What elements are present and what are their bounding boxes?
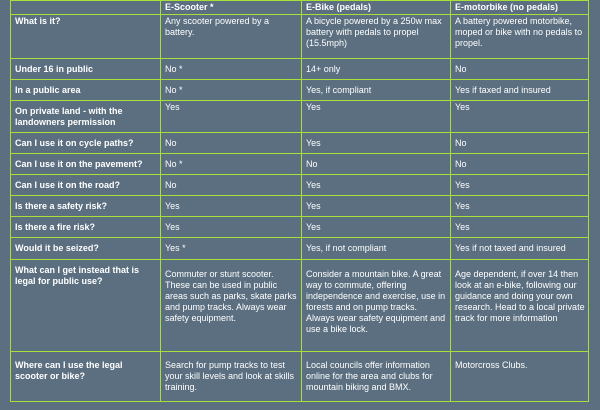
row-ebike: Consider a mountain bike. A great way to commute, offering independence and exercise, use in forests and on pump tracks. Always wear safety equipment and use a bike lock. [302, 260, 451, 352]
table-row [11, 154, 589, 175]
header-escooter: E-Scooter * [161, 1, 302, 15]
row-escooter: Commuter or stunt scooter. These can be used in public areas such as parks, skate parks and pump tracks. Always wear safety equipment. [161, 260, 302, 352]
row-question: Is there a fire risk? [11, 217, 161, 238]
row-ebike: No [302, 154, 451, 175]
row-emotorbike: Yes [451, 217, 589, 238]
row-ebike: Yes [302, 133, 451, 154]
row-emotorbike: Motorcross Clubs. [451, 352, 589, 402]
row-ebike: Yes, if compliant [302, 80, 451, 101]
table-row [11, 101, 589, 133]
header-row [11, 1, 589, 15]
table-row [11, 260, 589, 352]
row-ebike: Yes [302, 217, 451, 238]
row-question: Can I use it on the road? [11, 175, 161, 196]
row-emotorbike: No [451, 133, 589, 154]
row-question: In a public area [11, 80, 161, 101]
row-emotorbike: Yes [451, 175, 589, 196]
row-escooter: No * [161, 80, 302, 101]
row-emotorbike: No [451, 154, 589, 175]
table-row [11, 59, 589, 80]
row-question: Under 16 in public [11, 59, 161, 80]
table-row [11, 238, 589, 260]
row-emotorbike: Yes [451, 196, 589, 217]
row-question: Can I use it on the pavement? [11, 154, 161, 175]
row-question: Would it be seized? [11, 238, 161, 260]
comparison-table [10, 0, 589, 402]
row-ebike: 14+ only [302, 59, 451, 80]
header-empty [11, 1, 161, 15]
row-ebike: Yes, if not compliant [302, 238, 451, 260]
row-escooter: No [161, 175, 302, 196]
row-escooter: No * [161, 59, 302, 80]
row-question: Is there a safety risk? [11, 196, 161, 217]
row-question: Can I use it on cycle paths? [11, 133, 161, 154]
row-escooter: Yes [161, 217, 302, 238]
table-row [11, 133, 589, 154]
row-escooter: Search for pump tracks to test your skill levels and look at skills training. [161, 352, 302, 402]
row-question: What is it? [11, 15, 161, 59]
row-emotorbike: No [451, 59, 589, 80]
row-ebike: Yes [302, 175, 451, 196]
row-question: Where can I use the legal scooter or bike? [11, 352, 161, 402]
header-ebike: E-Bike (pedals) [302, 1, 451, 15]
row-escooter: Yes [161, 196, 302, 217]
table-row [11, 352, 589, 402]
row-ebike: Yes [302, 196, 451, 217]
row-emotorbike: Yes [451, 101, 589, 133]
table-row [11, 217, 589, 238]
table-row [11, 80, 589, 101]
row-emotorbike: Yes if not taxed and insured [451, 238, 589, 260]
row-ebike: A bicycle powered by a 250w max battery with pedals to propel (15.5mph) [302, 15, 451, 59]
row-escooter: Yes [161, 101, 302, 133]
header-emotorbike: E-motorbike (no pedals) [451, 1, 589, 15]
row-escooter: Any scooter powered by a battery. [161, 15, 302, 59]
row-escooter: No * [161, 154, 302, 175]
row-emotorbike: Age dependent, if over 14 then look at an e-bike, following our guidance and doing your own research. Head to a local private track for more information [451, 260, 589, 352]
row-escooter: Yes * [161, 238, 302, 260]
row-question: On private land - with the landowners permission [11, 101, 161, 133]
row-question: What can I get instead that is legal for public use? [11, 260, 161, 352]
row-emotorbike: A battery powered motorbike, moped or bike with no pedals to propel. [451, 15, 589, 59]
table-row [11, 175, 589, 196]
row-ebike: Local councils offer information online for the area and clubs for mountain biking and BMX. [302, 352, 451, 402]
table-row [11, 196, 589, 217]
row-emotorbike: Yes if taxed and insured [451, 80, 589, 101]
row-escooter: No [161, 133, 302, 154]
row-ebike: Yes [302, 101, 451, 133]
table-row [11, 15, 589, 59]
